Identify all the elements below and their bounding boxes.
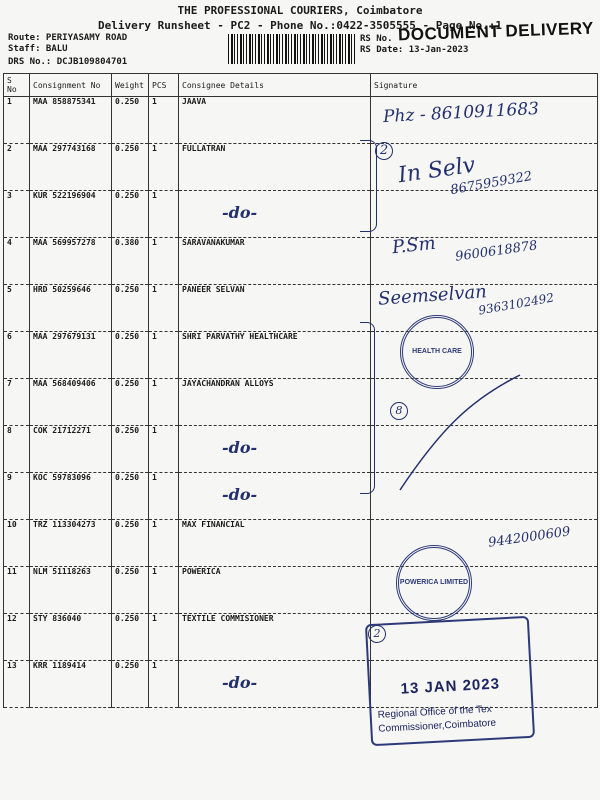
signature-cell	[371, 191, 598, 238]
pcs-cell: 1	[149, 144, 179, 191]
handwritten-signature: In Selv	[396, 152, 477, 189]
consignment-cell: MAA 858875341	[30, 97, 112, 144]
sno-cell: 11	[4, 567, 30, 614]
stamp-line: Commissioner,Coimbatore	[378, 717, 497, 735]
consignee-cell: SHRI PARVATHY HEALTHCARE	[179, 332, 371, 379]
pcs-cell: 1	[149, 426, 179, 473]
rs-date: RS Date: 13-Jan-2023	[360, 45, 469, 55]
circled-count: 8	[390, 402, 408, 420]
consignee-cell: SARAVANAKUMAR	[179, 238, 371, 285]
consignee-cell	[179, 473, 371, 520]
pcs-cell: 1	[149, 567, 179, 614]
consignee-cell: PANEER SELVAN	[179, 285, 371, 332]
circled-count: 2	[375, 142, 393, 160]
consignment-cell: KRR 1189414	[30, 661, 112, 708]
weight-cell: 0.250	[112, 332, 149, 379]
runsheet-title: THE PROFESSIONAL COURIERS, Coimbatore	[177, 4, 423, 17]
pcs-cell: 1	[149, 473, 179, 520]
col-header: S No	[4, 74, 30, 97]
weight-cell: 0.380	[112, 238, 149, 285]
consignee-cell: POWERICA	[179, 567, 371, 614]
consignment-cell: STY 836040	[30, 614, 112, 661]
ditto-mark: -do-	[222, 673, 258, 692]
sno-cell: 1	[4, 97, 30, 144]
consignment-cell: HRD 50259646	[30, 285, 112, 332]
consignment-cell: KUR 522196904	[30, 191, 112, 238]
ditto-mark: -do-	[222, 438, 258, 457]
sno-cell: 12	[4, 614, 30, 661]
sno-cell: 7	[4, 379, 30, 426]
consignment-cell: KOC 59783096	[30, 473, 112, 520]
col-header: Weight	[112, 74, 149, 97]
pcs-cell: 1	[149, 238, 179, 285]
consignee-cell: JAAVA	[179, 97, 371, 144]
handwritten-phone: Phz - 8610911683	[382, 98, 540, 128]
pcs-cell: 1	[149, 379, 179, 426]
handwritten-signature: P.Sm	[391, 232, 437, 259]
pcs-cell: 1	[149, 520, 179, 567]
barcode	[228, 34, 356, 64]
rs-number: RS No.	[360, 34, 393, 44]
col-header: PCS	[149, 74, 179, 97]
weight-cell: 0.250	[112, 661, 149, 708]
sno-cell: 6	[4, 332, 30, 379]
handwritten-signature: Seemselvan	[377, 281, 488, 310]
weight-cell: 0.250	[112, 473, 149, 520]
ditto-mark: -do-	[222, 203, 258, 222]
consignee-cell: TEXTILE COMMISIONER	[179, 614, 371, 661]
pcs-cell: 1	[149, 332, 179, 379]
circled-count: 2	[368, 625, 386, 643]
handwritten-phone: 9363102492	[477, 290, 555, 318]
consignment-cell: TRZ 113304273	[30, 520, 112, 567]
weight-cell: 0.250	[112, 379, 149, 426]
consignment-cell: MAA 297679131	[30, 332, 112, 379]
healthcare-stamp: HEALTH CARE	[400, 315, 474, 389]
sno-cell: 13	[4, 661, 30, 708]
pcs-cell: 1	[149, 285, 179, 332]
consignee-cell: JAYACHANDRAN ALLOYS	[179, 379, 371, 426]
handwritten-phone: 9600618878	[454, 238, 539, 265]
drs-number: DRS No.: DCJB109804701	[8, 57, 128, 67]
stamp-line: Regional Office of the Tex	[377, 703, 492, 721]
consignment-cell: MAA 569957278	[30, 238, 112, 285]
sno-cell: 8	[4, 426, 30, 473]
consignee-cell: MAX FINANCIAL	[179, 520, 371, 567]
consignee-cell: FULLATRAN	[179, 144, 371, 191]
consignee-cell	[179, 661, 371, 708]
consignee-cell	[179, 426, 371, 473]
weight-cell: 0.250	[112, 520, 149, 567]
col-header: Consignment No	[30, 74, 112, 97]
sno-cell: 10	[4, 520, 30, 567]
consignee-cell	[179, 191, 371, 238]
handwritten-phone: 9442000609	[487, 524, 572, 551]
weight-cell: 0.250	[112, 285, 149, 332]
table-row	[4, 567, 598, 614]
consignment-cell: COK 21712271	[30, 426, 112, 473]
bracket-mark	[360, 140, 377, 232]
ditto-mark: -do-	[222, 485, 258, 504]
sno-cell: 2	[4, 144, 30, 191]
bracket-mark	[360, 322, 375, 494]
pcs-cell: 1	[149, 191, 179, 238]
stamp-date: 13 JAN 2023	[400, 675, 501, 698]
sno-cell: 5	[4, 285, 30, 332]
weight-cell: 0.250	[112, 614, 149, 661]
route-label: Route: PERIYASAMY ROAD	[8, 33, 128, 43]
weight-cell: 0.250	[112, 144, 149, 191]
pcs-cell: 1	[149, 97, 179, 144]
weight-cell: 0.250	[112, 97, 149, 144]
consignment-cell: MAA 568409406	[30, 379, 112, 426]
sno-cell: 3	[4, 191, 30, 238]
document-delivery-stamp: DOCUMENT DELIVERY	[397, 18, 595, 45]
signature-stroke	[380, 370, 530, 510]
commissioner-stamp	[365, 616, 535, 746]
weight-cell: 0.250	[112, 567, 149, 614]
consignment-cell: MAA 297743168	[30, 144, 112, 191]
col-header: Signature	[371, 74, 598, 97]
sno-cell: 9	[4, 473, 30, 520]
col-header: Consignee Details	[179, 74, 371, 97]
weight-cell: 0.250	[112, 191, 149, 238]
handwritten-phone: 8675959322	[449, 168, 534, 199]
pcs-cell: 1	[149, 614, 179, 661]
weight-cell: 0.250	[112, 426, 149, 473]
pcs-cell: 1	[149, 661, 179, 708]
staff-label: Staff: BALU	[8, 44, 68, 54]
consignment-cell: NLM 51118263	[30, 567, 112, 614]
runsheet-subtitle: Delivery Runsheet - PC2 - Phone No.:0422-3505555 - Page No.:1	[98, 19, 502, 32]
table-row	[4, 191, 598, 238]
table-header-row	[4, 74, 598, 97]
sno-cell: 4	[4, 238, 30, 285]
powerica-stamp: POWERICA LIMITED	[396, 545, 472, 621]
